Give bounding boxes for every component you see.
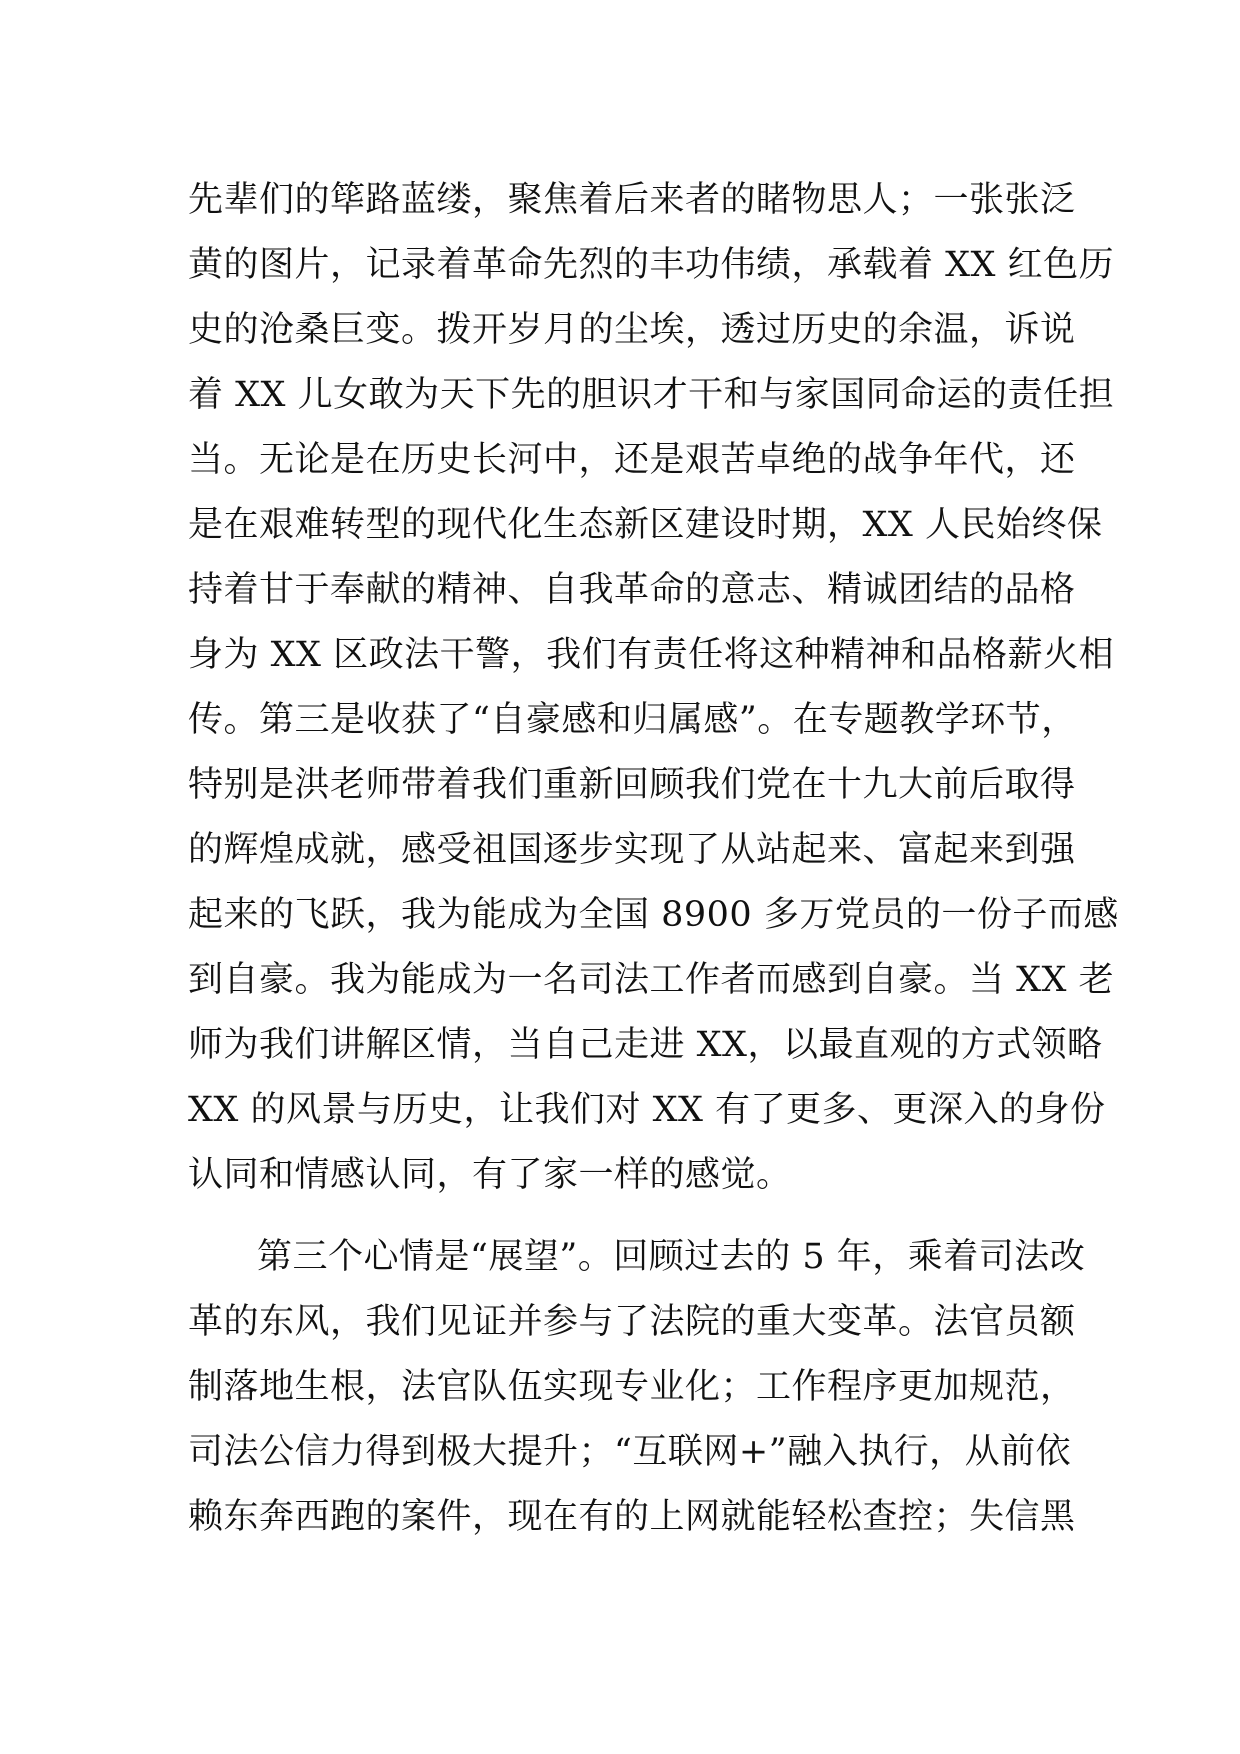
text-line: 特别是洪老师带着我们重新回顾我们党在十九大前后取得 bbox=[188, 765, 1076, 805]
text-line: 持着甘于奉献的精神、自我革命的意志、精诚团结的品格 bbox=[188, 570, 1076, 610]
text-line: 认同和情感认同，有了家一样的感觉。 bbox=[188, 1155, 792, 1195]
text-line: 革的东风，我们见证并参与了法院的重大变革。法官员额 bbox=[188, 1302, 1076, 1342]
text-line: 赖东奔西跑的案件，现在有的上网就能轻松查控；失信黑 bbox=[188, 1497, 1076, 1537]
text-line: 的辉煌成就，感受祖国逐步实现了从站起来、富起来到强 bbox=[188, 830, 1076, 870]
text-line: 传。第三是收获了“自豪感和归属感”。在专题教学环节， bbox=[188, 700, 1077, 740]
paragraph-1 bbox=[188, 168, 1119, 1208]
text-line: 着 XX 儿女敢为天下先的胆识才干和与家国同命运的责任担 bbox=[188, 375, 1115, 415]
text-line: XX 的风景与历史，让我们对 XX 有了更多、更深入的身份 bbox=[188, 1090, 1106, 1130]
text-line: 第三个心情是“展望”。回顾过去的 5 年，乘着司法改 bbox=[257, 1237, 1086, 1277]
text-line: 黄的图片，记录着革命先烈的丰功伟绩，承载着 XX 红色历 bbox=[188, 245, 1115, 285]
text-line: 先辈们的筚路蓝缕，聚焦着后来者的睹物思人；一张张泛 bbox=[188, 180, 1076, 220]
text-line: 司法公信力得到极大提升；“互联网+”融入执行，从前依 bbox=[188, 1432, 1072, 1472]
text-line: 身为 XX 区政法干警，我们有责任将这种精神和品格薪火相 bbox=[188, 635, 1115, 675]
text-line: 史的沧桑巨变。拨开岁月的尘埃，透过历史的余温，诉说 bbox=[188, 310, 1076, 350]
text-line: 起来的飞跃，我为能成为全国 8900 多万党员的一份子而感 bbox=[188, 895, 1119, 935]
paragraph-spacer bbox=[188, 1208, 1088, 1225]
text-line: 是在艰难转型的现代化生态新区建设时期，XX 人民始终保 bbox=[188, 505, 1103, 545]
text-line: 制落地生根，法官队伍实现专业化；工作程序更加规范， bbox=[188, 1367, 1076, 1407]
body-text bbox=[188, 168, 1119, 1550]
text-line: 到自豪。我为能成为一名司法工作者而感到自豪。当 XX 老 bbox=[188, 960, 1115, 1000]
text-line: 师为我们讲解区情，当自己走进 XX，以最直观的方式领略 bbox=[188, 1025, 1103, 1065]
text-line: 当。无论是在历史长河中，还是艰苦卓绝的战争年代，还 bbox=[188, 440, 1076, 480]
paragraph-2 bbox=[188, 1225, 1088, 1550]
